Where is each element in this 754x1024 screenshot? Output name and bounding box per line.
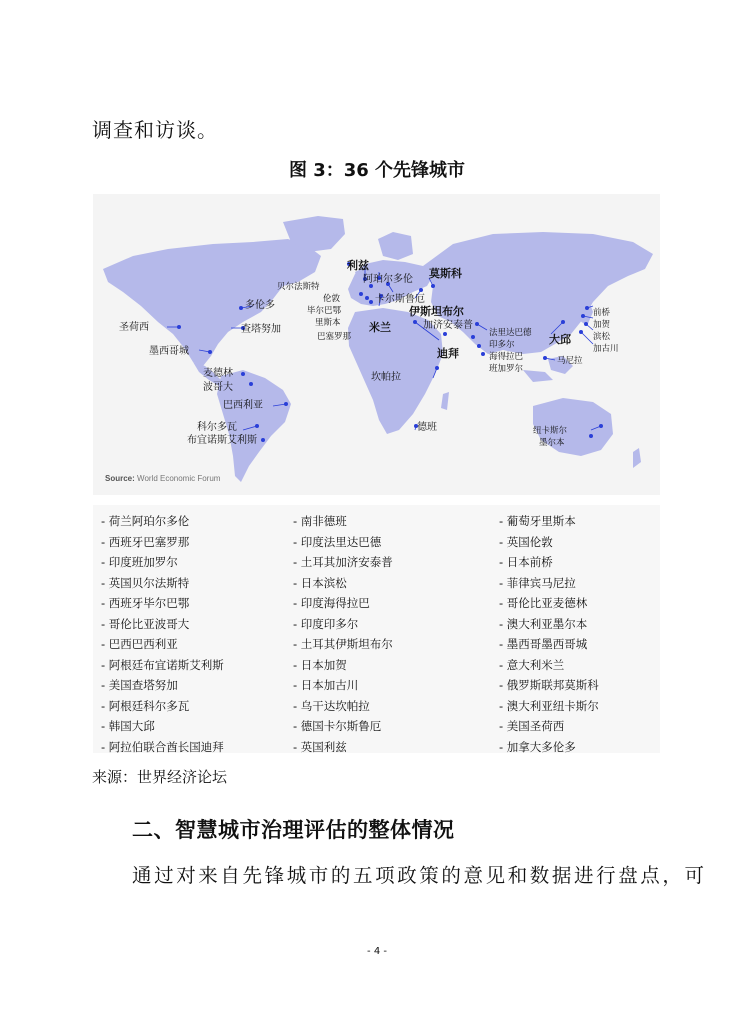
list-item: - 日本加古川: [293, 678, 359, 692]
map-label-belfast: 贝尔法斯特: [277, 282, 320, 292]
map-label-toronto: 多伦多: [245, 300, 275, 311]
map-label-kampala: 坎帕拉: [371, 372, 401, 383]
list-item: - 南非德班: [293, 514, 347, 528]
map-label-chattanooga: 查塔努加: [241, 324, 281, 335]
map-label-maebashi: 前桥: [593, 308, 611, 318]
map-label-medellin: 麦德林: [203, 368, 233, 379]
list-item: - 日本滨松: [293, 575, 347, 590]
world-map-panel: [93, 194, 660, 495]
scandinavia-shape: [378, 232, 413, 260]
list-item: - 意大利米兰: [499, 657, 565, 672]
new-zealand-shape: [633, 448, 641, 468]
list-item: - 荷兰阿珀尔多伦: [101, 514, 190, 528]
section-heading: 二、智慧城市治理评估的整体情况: [132, 818, 455, 842]
map-label-istanbul: 伊斯坦布尔: [409, 305, 464, 318]
list-item: - 西班牙巴塞罗那: [101, 534, 190, 549]
list-item: - 印度班加罗尔: [101, 555, 178, 569]
list-item: - 德国卡尔斯鲁厄: [293, 719, 382, 733]
list-item: - 加拿大多伦多: [499, 739, 576, 754]
madagascar-shape: [441, 392, 449, 410]
map-label-bogota: 波哥大: [203, 382, 233, 393]
world-map-graphic: [93, 194, 660, 495]
map-label-apeldoorn: 阿珀尔多伦: [363, 274, 413, 285]
list-item: - 菲律宾马尼拉: [499, 575, 576, 590]
map-label-hyderabad: 海得拉巴: [489, 352, 524, 362]
list-item: - 土耳其伊斯坦布尔: [293, 637, 393, 651]
city-list-column-2: [293, 511, 393, 757]
list-item: - 印度印多尔: [293, 616, 359, 631]
intro-paragraph-end: 调查和访谈。: [92, 118, 218, 142]
list-item: - 土耳其加济安泰普: [293, 555, 393, 569]
asia-shape: [423, 232, 653, 354]
list-item: - 阿根廷布宜诺斯艾利斯: [101, 657, 224, 672]
city-list-column-1: [101, 511, 224, 757]
map-label-milan: 米兰: [369, 321, 391, 334]
body-paragraph: 通过对来自先锋城市的五项政策的意见和数据进行盘点，可: [132, 864, 707, 887]
list-item: - 英国伦敦: [499, 534, 553, 549]
list-item: - 印度海得拉巴: [293, 596, 370, 610]
list-item: - 俄罗斯联邦莫斯科: [499, 678, 599, 692]
list-item: - 阿根廷科尔多瓦: [101, 698, 190, 713]
map-label-melbourne: 墨尔本: [539, 438, 565, 448]
figure-source-line: 来源：世界经济论坛: [92, 768, 228, 786]
map-label-gaziantep: 加济安泰普: [423, 320, 473, 331]
list-item: - 葡萄牙里斯本: [499, 514, 576, 528]
map-label-faridabad: 法里达巴德: [489, 328, 532, 338]
list-item: - 韩国大邱: [101, 719, 155, 733]
list-item: - 印度法里达巴德: [293, 534, 382, 549]
list-item: - 墨西哥墨西哥城: [499, 637, 588, 651]
list-item: - 日本加贺: [293, 657, 347, 672]
list-item: - 西班牙毕尔巴鄂: [101, 596, 190, 610]
figure-title: 图 3：36 个先锋城市: [288, 160, 466, 181]
page-number: - 4 -: [367, 946, 387, 957]
city-list-panel: [93, 505, 660, 753]
map-source-value: World Economic Forum: [137, 474, 221, 483]
map-label-barcelona: 巴塞罗那: [317, 332, 352, 342]
list-item: - 日本前桥: [499, 555, 553, 569]
map-label-dubai: 迪拜: [437, 347, 459, 360]
map-label-newcastle: 纽卡斯尔: [533, 426, 568, 436]
north-america-shape: [103, 239, 321, 366]
map-label-daegu: 大邱: [549, 333, 571, 346]
map-label-manila: 马尼拉: [557, 356, 583, 366]
list-item: - 美国查塔努加: [101, 678, 178, 692]
map-label-karlsruhe: 卡尔斯鲁厄: [375, 294, 425, 305]
list-item: - 澳大利亚墨尔本: [499, 616, 588, 631]
map-label-kakogawa: 加古川: [593, 344, 619, 354]
city-list-column-3: [499, 511, 599, 757]
list-item: - 阿拉伯联合酋长国迪拜: [101, 739, 224, 754]
map-label-bengaluru: 班加罗尔: [489, 364, 524, 374]
map-label-san-jose: 圣荷西: [119, 322, 149, 333]
map-label-cordoba: 科尔多瓦: [197, 422, 237, 433]
map-label-hamamatsu: 滨松: [593, 332, 611, 342]
map-label-bilbao: 毕尔巴鄂: [307, 306, 342, 316]
map-label-lisbon: 里斯本: [315, 318, 341, 328]
list-item: - 美国圣荷西: [499, 719, 565, 733]
map-label-brasilia: 巴西利亚: [223, 400, 263, 411]
list-item: - 英国贝尔法斯特: [101, 575, 190, 590]
map-label-moscow: 莫斯科: [429, 267, 462, 280]
map-source-label: Source:: [105, 474, 135, 483]
map-label-leeds: 利兹: [347, 259, 369, 272]
list-item: - 哥伦比亚麦德林: [499, 596, 588, 610]
list-item: - 乌干达坎帕拉: [293, 698, 370, 713]
map-label-buenos-aires: 布宜诺斯艾利斯: [187, 435, 257, 446]
map-label-indore: 印多尔: [489, 340, 515, 350]
list-item: - 哥伦比亚波哥大: [101, 616, 190, 631]
map-label-mexico-city: 墨西哥城: [149, 346, 189, 357]
list-item: - 澳大利亚纽卡斯尔: [499, 698, 599, 713]
list-item: - 英国利兹: [293, 739, 347, 754]
map-label-kaga: 加贺: [593, 320, 611, 330]
map-label-durban: 德班: [417, 422, 437, 433]
map-label-london: 伦敦: [323, 294, 341, 304]
map-source-note: [105, 474, 220, 483]
list-item: - 巴西巴西利亚: [101, 637, 178, 651]
